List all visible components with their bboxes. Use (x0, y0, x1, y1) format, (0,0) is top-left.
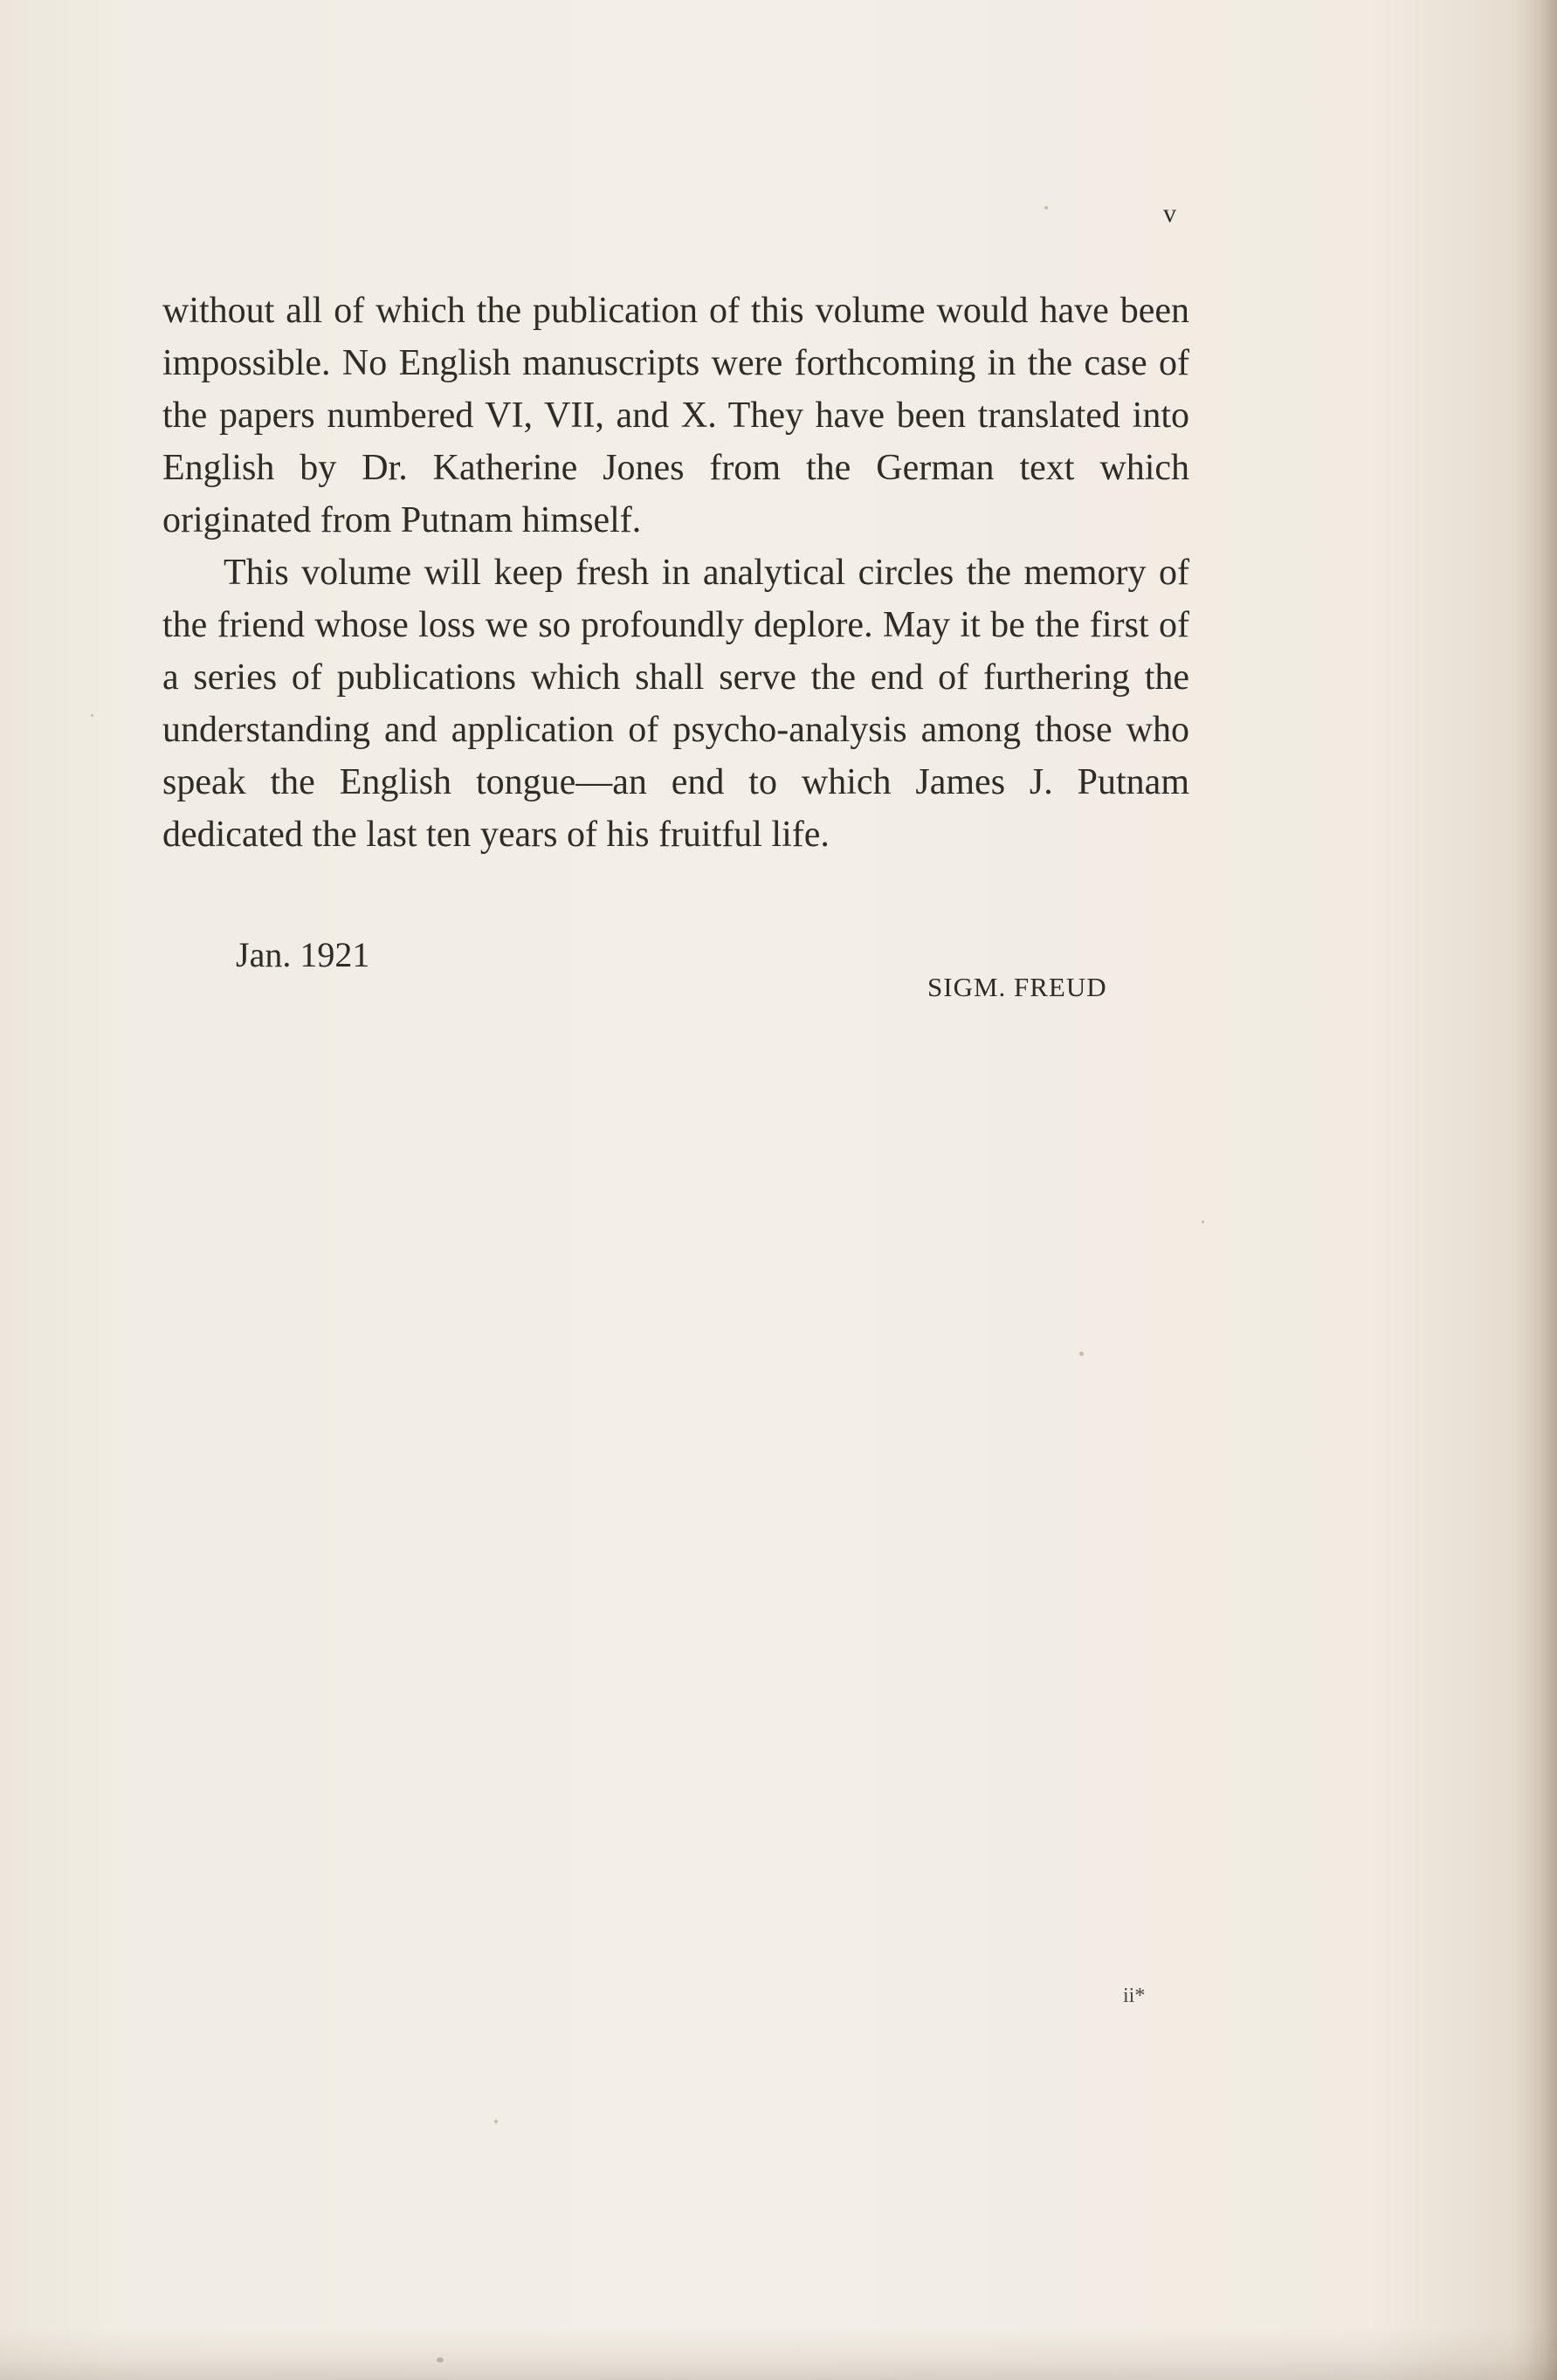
date-line: Jan. 1921 (236, 935, 370, 974)
page-number: v (1163, 199, 1177, 228)
paper-speck (437, 2357, 444, 2363)
printer-signature-mark: ii* (1123, 1984, 1146, 2007)
paper-speck (1202, 1221, 1204, 1223)
page-edge-shadow-right (1526, 0, 1557, 2380)
paper-speck (91, 714, 93, 717)
paper-speck (1079, 1352, 1084, 1356)
paper-speck (494, 2120, 498, 2123)
page-edge-shadow-bottom (0, 2328, 1557, 2380)
author-signature: SIGM. FREUD (927, 972, 1107, 1002)
paragraph-1: without all of which the publication of this volume would have been impossible. No English manuscripts were forthcoming in the case of the papers numbered VI, VII, and X. They have been translated into English by Dr. Katherine Jones from the German text which originated from Putnam himself. (162, 291, 1189, 540)
preface-body (162, 285, 1189, 861)
paper-speck (1044, 206, 1048, 210)
paragraph-2: This volume will keep fresh in analytical circles the memory of the friend whose loss we so profoundly deplore. May it be the first of a series of publications which shall serve the end of furthering the understanding and application of psycho-analysis among those who speak the English tongue—an end to which James J. Putnam dedicated the last ten years of his fruitful life. (162, 553, 1189, 855)
